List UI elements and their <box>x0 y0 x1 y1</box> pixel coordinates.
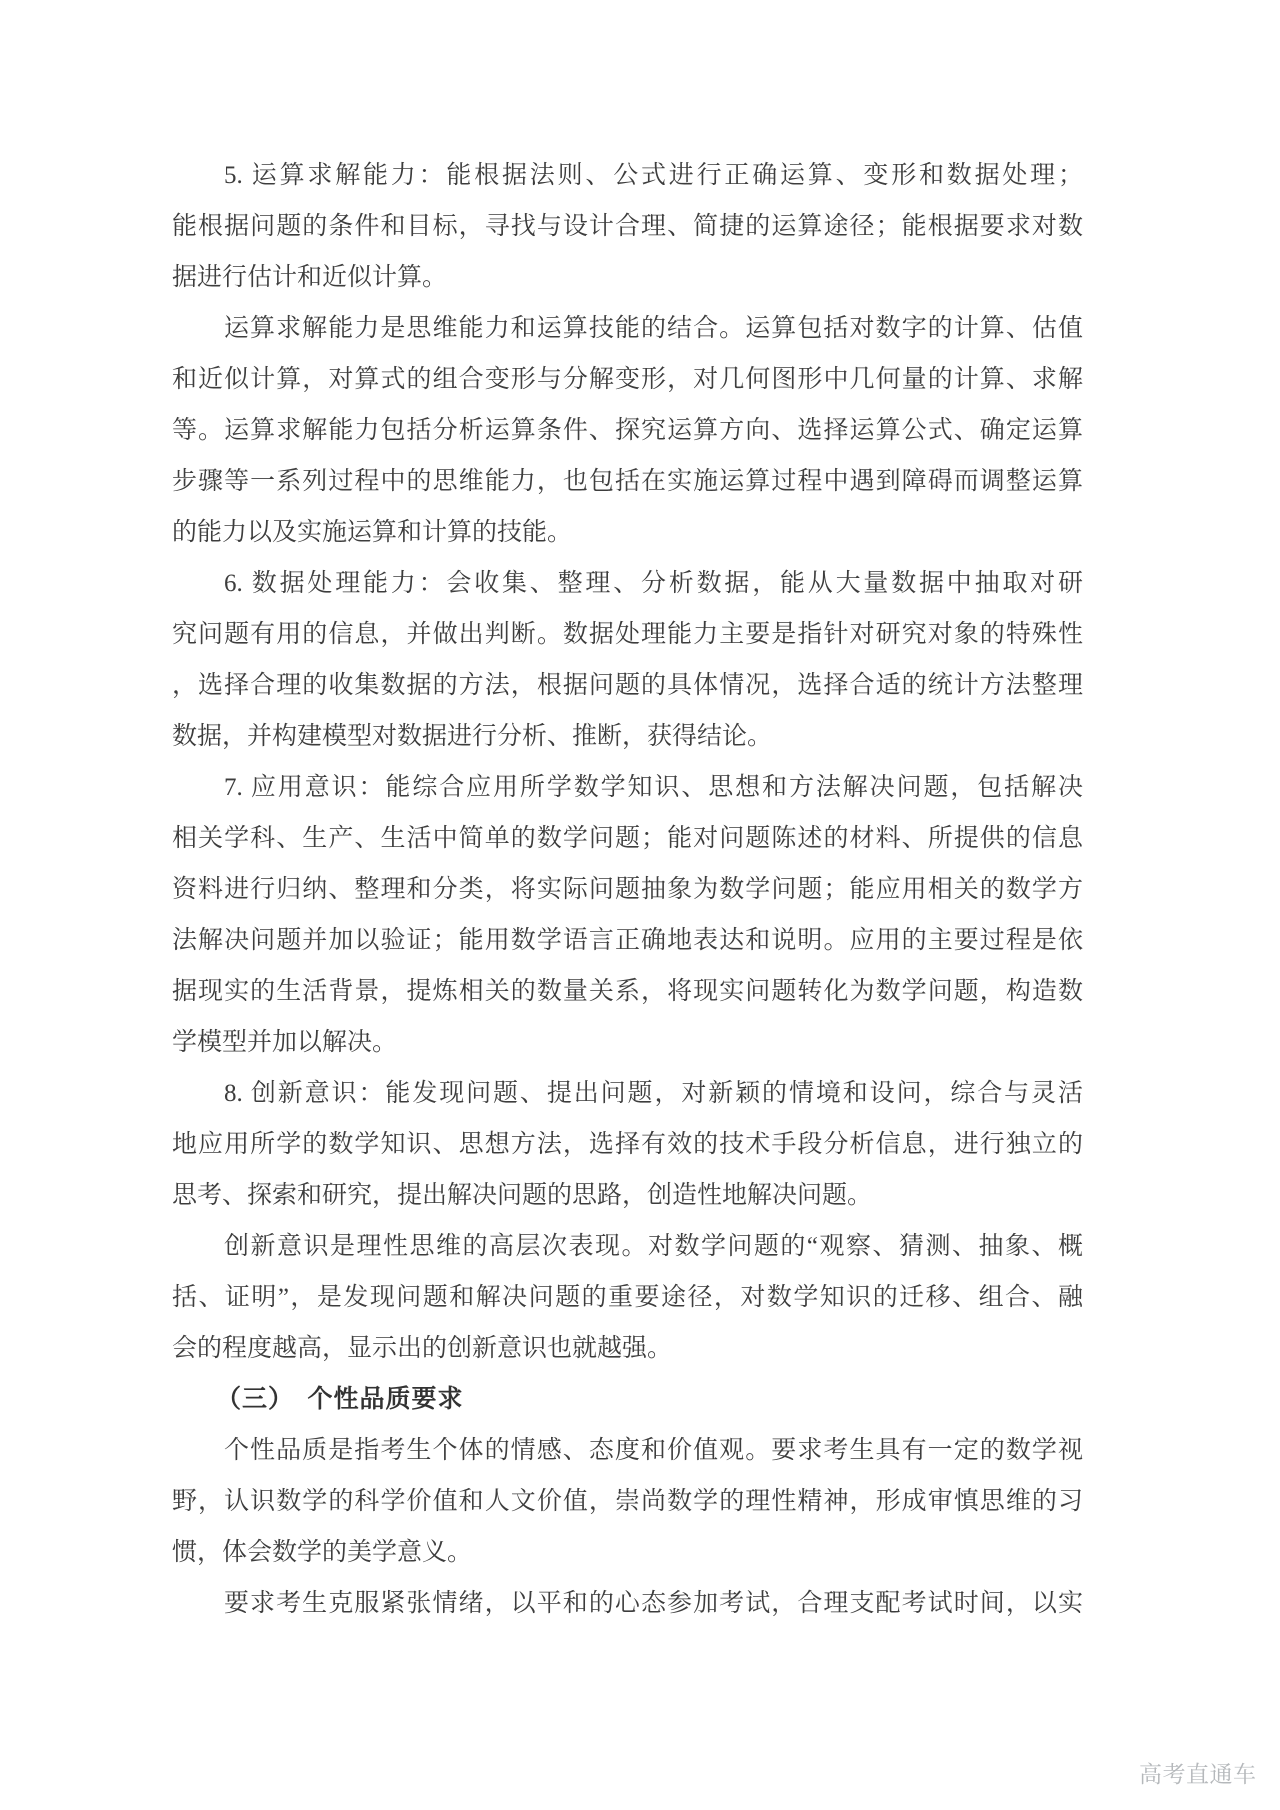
text-line: 相关学科、生产、生活中简单的数学问题；能对问题陈述的材料、所提供的信息 <box>172 825 1083 852</box>
text-line: 5. 运算求解能力：能根据法则、公式进行正确运算、变形和数据处理； <box>224 162 1083 189</box>
text-line: 资料进行归纳、整理和分类，将实际问题抽象为数学问题；能应用相关的数学方 <box>172 876 1083 903</box>
text-line: 学模型并加以解决。 <box>172 1029 398 1056</box>
text-line: 惯，体会数学的美学意义。 <box>172 1539 473 1566</box>
text-line: 会的程度越高，显示出的创新意识也就越强。 <box>172 1335 673 1362</box>
text-line: ，选择合理的收集数据的方法，根据问题的具体情况，选择合适的统计方法整理 <box>172 672 1083 699</box>
text-line: 括、证明”，是发现问题和解决问题的重要途径，对数学知识的迁移、组合、融 <box>172 1284 1083 1311</box>
text-line: 思考、探索和研究，提出解决问题的思路，创造性地解决问题。 <box>172 1182 873 1209</box>
text-line: 创新意识是理性思维的高层次表现。对数学问题的“观察、猜测、抽象、概 <box>224 1233 1083 1260</box>
text-line: 据进行估计和近似计算。 <box>172 264 448 291</box>
text-line: 等。运算求解能力包括分析运算条件、探究运算方向、选择运算公式、确定运算 <box>172 417 1083 444</box>
paragraph <box>172 1068 1083 1221</box>
text-line: 和近似计算，对算式的组合变形与分解变形，对几何图形中几何量的计算、求解 <box>172 366 1083 393</box>
paragraph <box>172 1578 1083 1629</box>
text-line: 究问题有用的信息，并做出判断。数据处理能力主要是指针对研究对象的特殊性 <box>172 621 1083 648</box>
paragraph <box>172 1425 1083 1578</box>
paragraph <box>172 762 1083 1068</box>
text-line: 的能力以及实施运算和计算的技能。 <box>172 519 573 546</box>
text-line: 野，认识数学的科学价值和人文价值，崇尚数学的理性精神，形成审慎思维的习 <box>172 1488 1083 1515</box>
text-line: 7. 应用意识：能综合应用所学数学知识、思想和方法解决问题，包括解决 <box>224 774 1083 801</box>
document-page <box>172 150 1083 1629</box>
text-line: 能根据问题的条件和目标，寻找与设计合理、简捷的运算途径；能根据要求对数 <box>172 213 1083 240</box>
text-line: 运算求解能力是思维能力和运算技能的结合。运算包括对数字的计算、估值 <box>224 315 1083 342</box>
section-heading <box>172 1374 1083 1425</box>
text-line: 6. 数据处理能力：会收集、整理、分析数据，能从大量数据中抽取对研 <box>224 570 1083 597</box>
paragraph <box>172 558 1083 762</box>
text-line: 要求考生克服紧张情绪，以平和的心态参加考试，合理支配考试时间，以实 <box>224 1590 1083 1617</box>
watermark: 高考直通车 <box>1139 1761 1257 1787</box>
paragraph <box>172 150 1083 303</box>
text-line: 据现实的生活背景，提炼相关的数量关系，将现实问题转化为数学问题，构造数 <box>172 978 1083 1005</box>
text-line: （三） 个性品质要求 <box>216 1385 464 1413</box>
text-line: 8. 创新意识：能发现问题、提出问题，对新颖的情境和设问，综合与灵活 <box>224 1080 1083 1107</box>
paragraph <box>172 1221 1083 1374</box>
text-line: 法解决问题并加以验证；能用数学语言正确地表达和说明。应用的主要过程是依 <box>172 927 1083 954</box>
text-line: 个性品质是指考生个体的情感、态度和价值观。要求考生具有一定的数学视 <box>224 1437 1083 1464</box>
text-line: 地应用所学的数学知识、思想方法，选择有效的技术手段分析信息，进行独立的 <box>172 1131 1083 1158</box>
text-line: 数据，并构建模型对数据进行分析、推断，获得结论。 <box>172 723 773 750</box>
paragraph <box>172 303 1083 558</box>
text-line: 步骤等一系列过程中的思维能力，也包括在实施运算过程中遇到障碍而调整运算 <box>172 468 1083 495</box>
